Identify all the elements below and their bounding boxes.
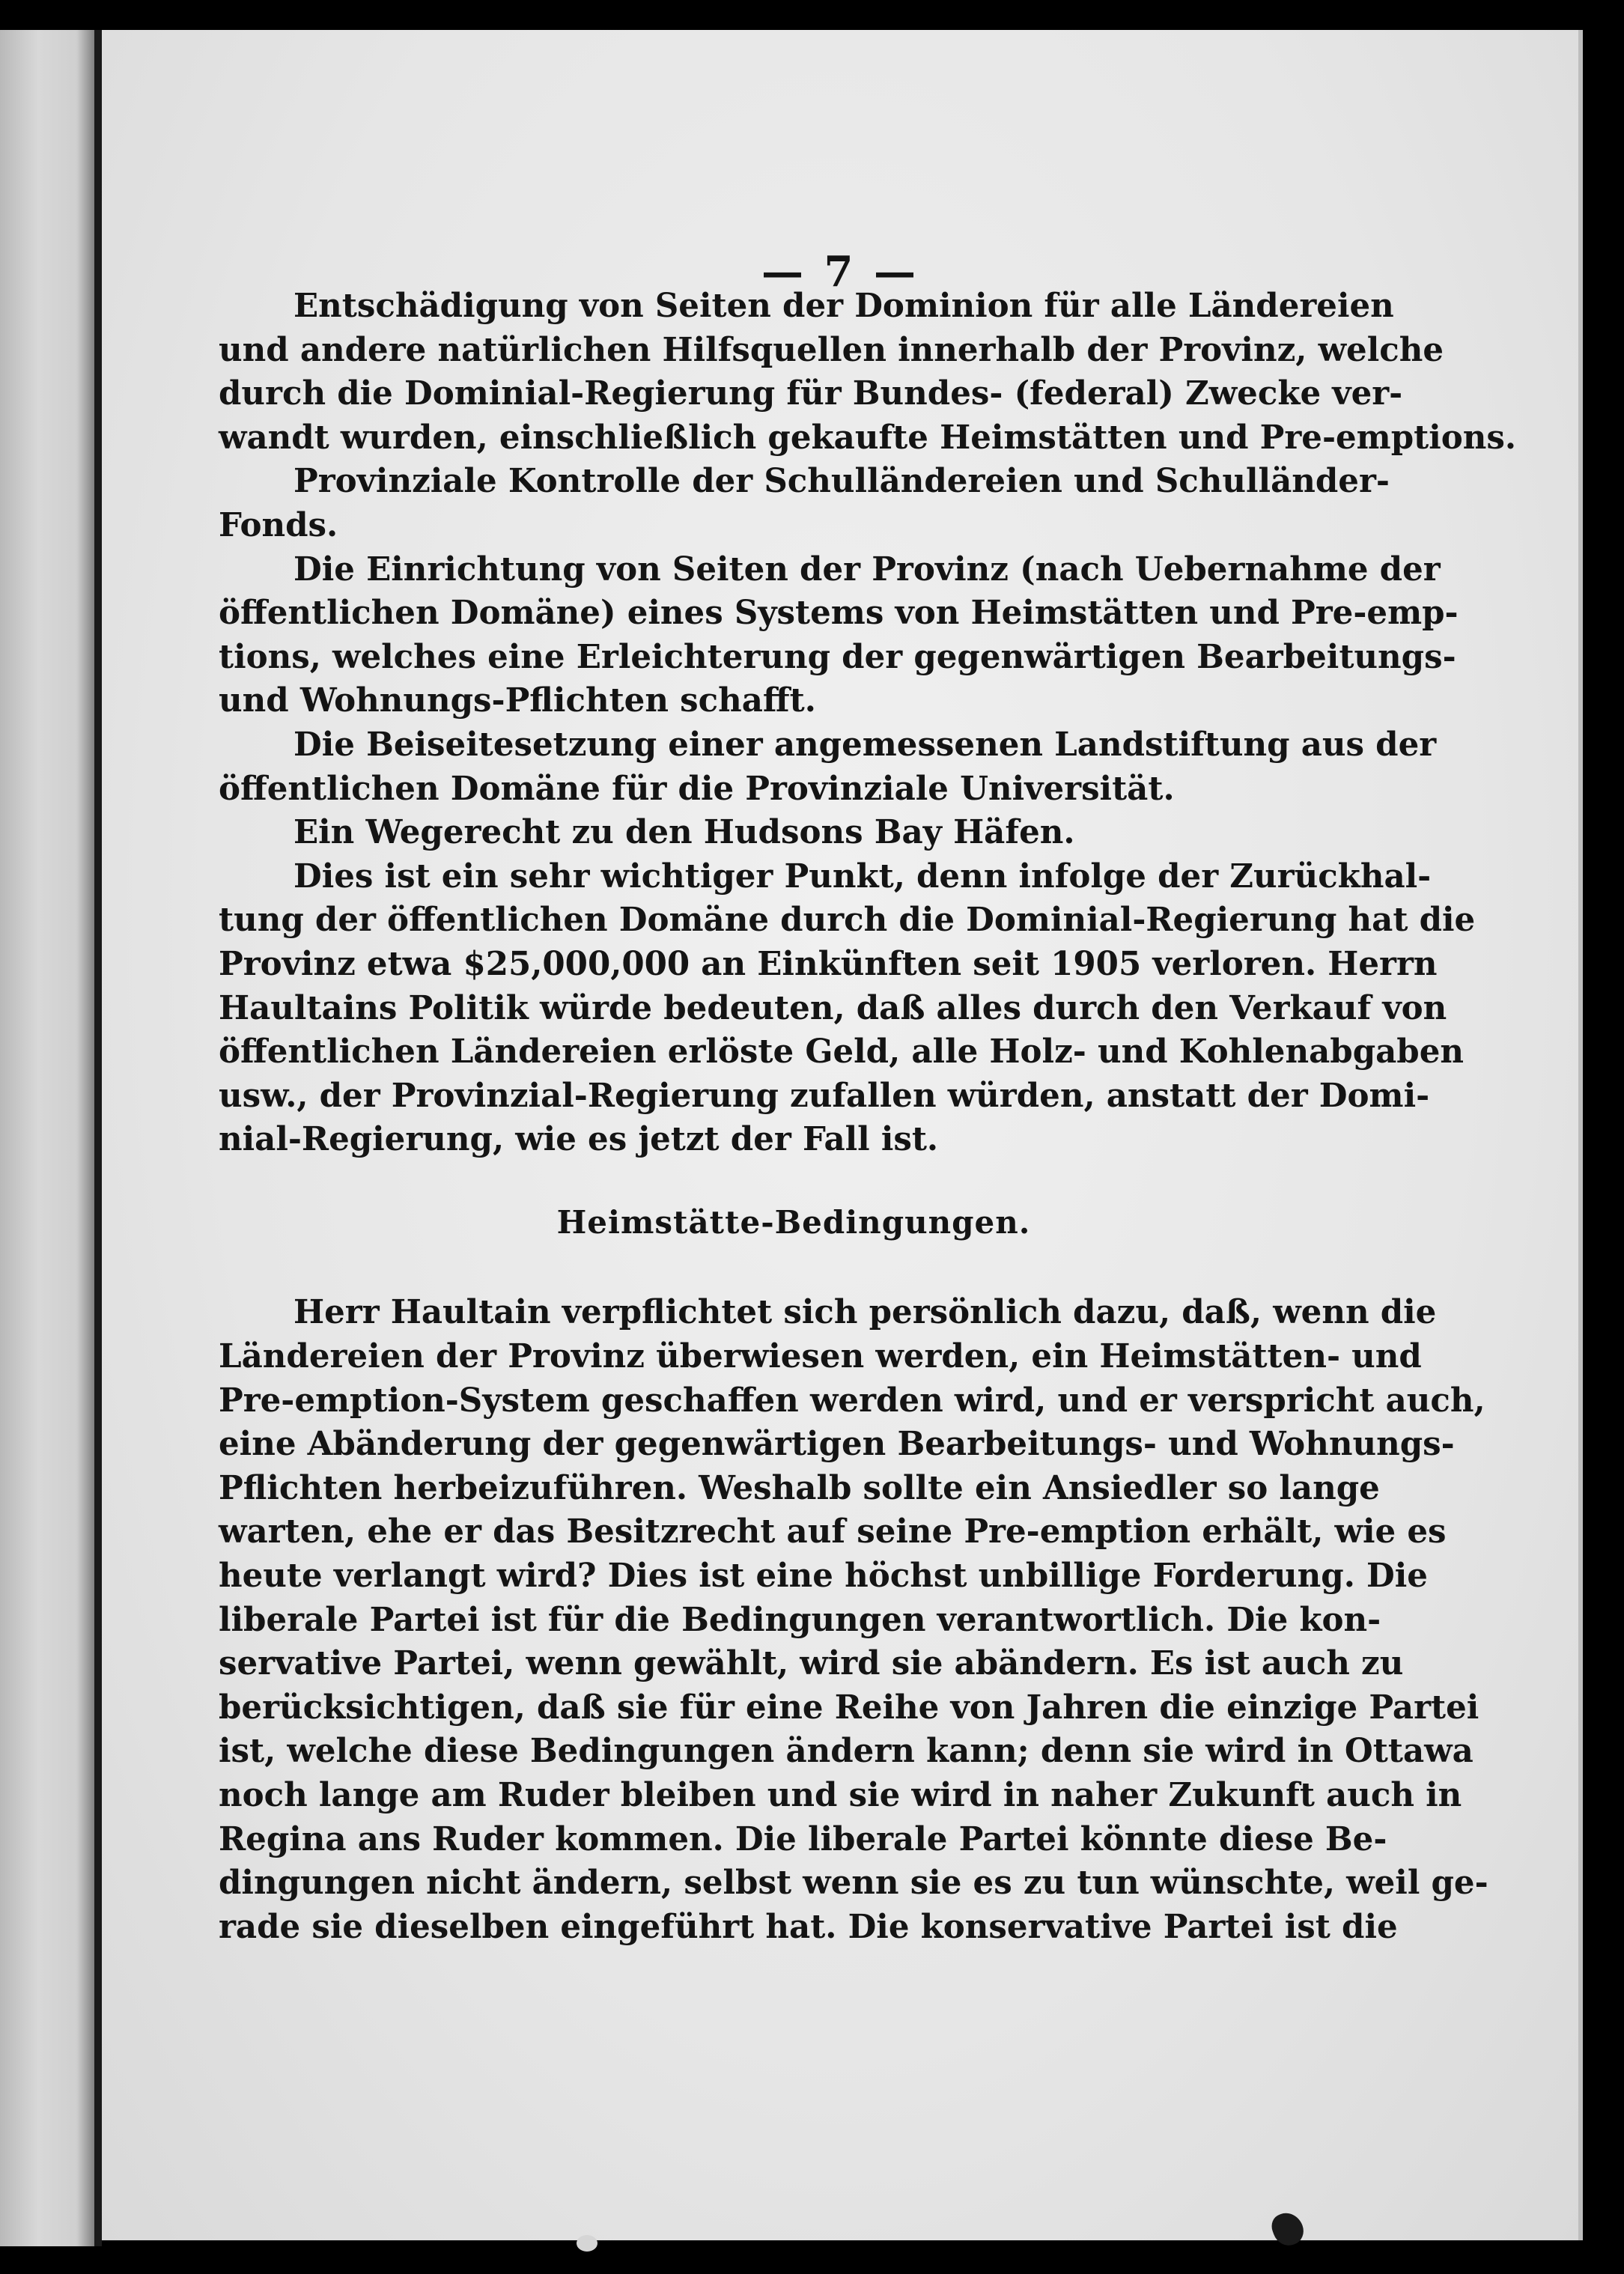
- text-line: Die Beiseitesetzung einer angemessenen Landstiftung aus der: [294, 725, 1437, 764]
- text-line: nial-Regierung, wie es jetzt der Fall ist.: [219, 1120, 939, 1159]
- body-text: [219, 285, 1517, 1949]
- text-line: Provinziale Kontrolle der Schulländereien und Schulländer-: [294, 462, 1390, 501]
- spacer: [219, 1162, 1369, 1201]
- text-line: öffentlichen Ländereien erlöste Geld, alle Holz- und Kohlenabgaben: [219, 1033, 1465, 1071]
- text-line: warten, ehe er das Besitzrecht auf seine Pre-emption erhält, wie es: [219, 1513, 1447, 1551]
- text-line: Ländereien der Provinz überwiesen werden, ein Heimstätten- und: [219, 1337, 1422, 1376]
- text-line: Regina ans Ruder kommen. Die liberale Partei könnte diese Be-: [219, 1819, 1387, 1858]
- text-line: und Wohnungs-Pflichten schafft.: [219, 681, 816, 720]
- text-line: Fonds.: [219, 505, 338, 544]
- text-line: öffentlichen Domäne) eines Systems von Heimstätten und Pre-emp-: [219, 594, 1459, 633]
- text-line: berücksichtigen, daß sie für eine Reihe von Jahren die einzige Partei: [219, 1688, 1479, 1727]
- text-line: Haultains Politik würde bedeuten, daß alles durch den Verkauf von: [219, 988, 1447, 1027]
- text-line: eine Abänderung der gegenwärtigen Bearbeitungs- und Wohnungs-: [219, 1425, 1455, 1464]
- text-line: usw., der Provinzial-Regierung zufallen würden, anstatt der Domi-: [219, 1076, 1430, 1115]
- text-line: rade sie dieselben eingeführt hat. Die konservative Partei ist die: [219, 1907, 1398, 1946]
- text-line: wandt wurden, einschließlich gekaufte Heimstätten und Pre-emptions.: [219, 418, 1517, 457]
- text-line: Pflichten herbeizuführen. Weshalb sollte ein Ansiedler so lange: [219, 1468, 1380, 1507]
- text-line: tung der öffentlichen Domäne durch die Dominial-Regierung hat die: [219, 901, 1476, 940]
- text-line: Provinz etwa $25,000,000 an Einkünften seit 1905 verloren. Herrn: [219, 944, 1438, 983]
- text-line: durch die Dominial-Regierung für Bundes- (federal) Zwecke ver-: [219, 374, 1403, 413]
- spacer: [219, 1244, 1369, 1291]
- text-line: Dies ist ein sehr wichtiger Punkt, denn infolge der Zurückhal-: [294, 857, 1432, 896]
- text-line: ist, welche diese Bedingungen ändern kann; denn sie wird in Ottawa: [219, 1732, 1474, 1771]
- text-line: Pre-emption-System geschaffen werden wird, und er verspricht auch,: [219, 1381, 1485, 1420]
- text-line: heute verlangt wird? Dies ist eine höchst unbillige Forderung. Die: [219, 1557, 1428, 1596]
- text-line: dingungen nicht ändern, selbst wenn sie es zu tun wünschte, weil ge-: [219, 1864, 1488, 1903]
- binding-shadow: [94, 30, 102, 2246]
- text-line: Entschädigung von Seiten der Dominion für alle Ländereien: [294, 287, 1394, 325]
- section-heading: Heimstätte-Bedingungen.: [556, 1203, 1031, 1241]
- text-line: und andere natürlichen Hilfsquellen innerhalb der Provinz, welche: [219, 330, 1444, 369]
- text-line: tions, welches eine Erleichterung der gegenwärtigen Bearbeitungs-: [219, 637, 1456, 676]
- page-number: — 7 —: [761, 247, 919, 297]
- previous-page-edge: [0, 30, 96, 2246]
- text-line: noch lange am Ruder bleiben und sie wird in naher Zukunft auch in: [219, 1776, 1462, 1814]
- text-line: Die Einrichtung von Seiten der Provinz (nach Uebernahme der: [294, 550, 1441, 589]
- text-line: Herr Haultain verpflichtet sich persönlich dazu, daß, wenn die: [294, 1293, 1437, 1332]
- text-line: Ein Wegerecht zu den Hudsons Bay Häfen.: [294, 813, 1075, 852]
- paper-flaw: [577, 2235, 597, 2252]
- text-line: öffentlichen Domäne für die Provinziale Universität.: [219, 769, 1175, 808]
- text-line: servative Partei, wenn gewählt, wird sie abändern. Es ist auch zu: [219, 1644, 1404, 1683]
- text-line: liberale Partei ist für die Bedingungen verantwortlich. Die kon-: [219, 1600, 1381, 1639]
